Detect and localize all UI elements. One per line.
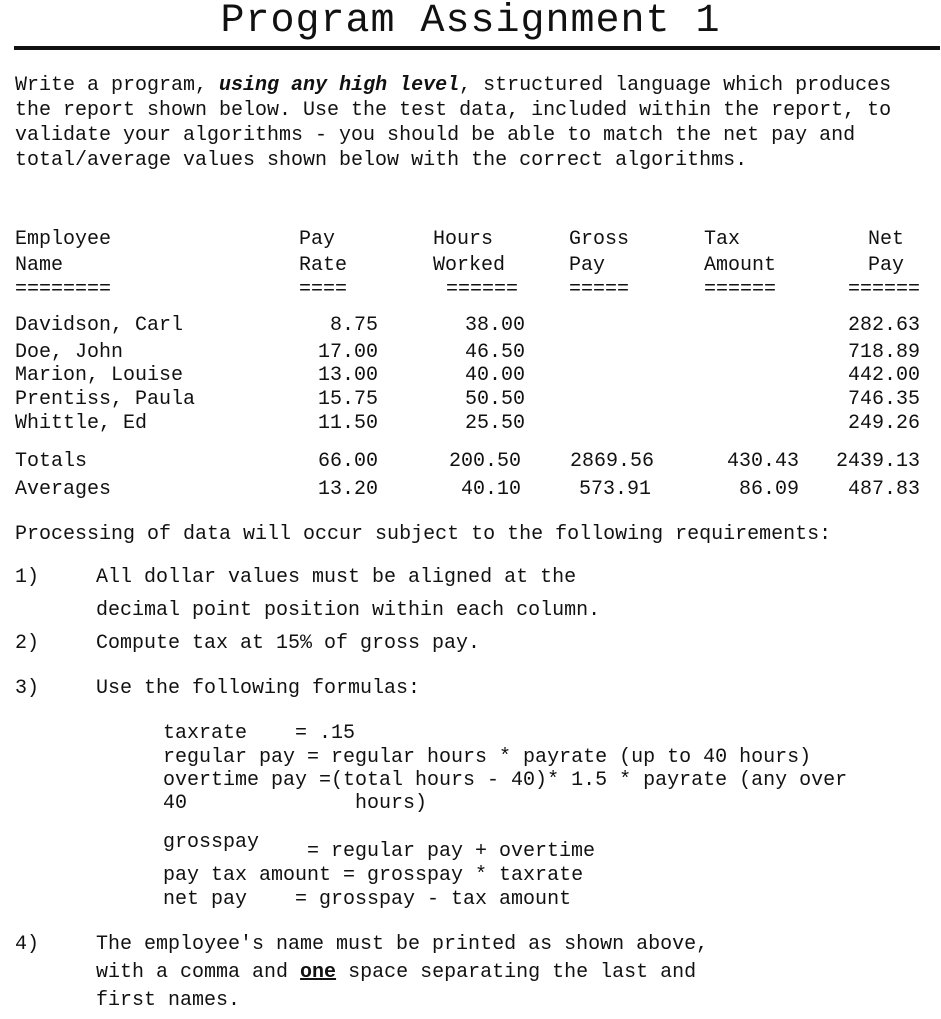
requirement-4-line2 [96, 960, 696, 986]
requirement-3-number: 3) [15, 677, 40, 700]
row-net: 718.89 [847, 341, 920, 364]
requirement-2-text: Compute tax at 15% of gross pay. [96, 632, 481, 655]
row-name: Davidson, Carl [15, 314, 184, 337]
totals-gross: 2869.56 [569, 450, 654, 473]
requirement-4-line2-start: with a comma and [96, 961, 301, 984]
row-hours: 25.50 [464, 412, 525, 435]
row-rate: 8.75 [329, 314, 378, 337]
header-net-underline: ====== [847, 278, 920, 301]
header-gross-line1: Gross [569, 228, 630, 251]
formula-grosspay-label: grosspay [163, 831, 260, 854]
header-hours-line1: Hours [433, 228, 494, 251]
requirement-2-number: 2) [15, 632, 40, 655]
totals-tax: 430.43 [726, 450, 799, 473]
header-gross-underline: ===== [569, 278, 630, 301]
formula-overtime-pay-cont: 40 hours) [163, 792, 428, 815]
row-name: Marion, Louise [15, 364, 184, 387]
page-title: Program Assignment 1 [220, 0, 721, 44]
totals-net: 2439.13 [835, 450, 920, 473]
header-tax-line1: Tax [704, 228, 741, 251]
formula-net-pay: net pay = grosspay - tax amount [163, 888, 572, 911]
requirement-3-text: Use the following formulas: [96, 677, 421, 700]
totals-rate: 66.00 [317, 450, 378, 473]
row-rate: 17.00 [317, 341, 378, 364]
header-hours-line2: Worked [433, 254, 506, 277]
requirement-4-line1: The employee's name must be printed as shown above, [96, 933, 709, 956]
formula-pay-tax-amount: pay tax amount = grosspay * taxrate [163, 864, 584, 887]
row-net: 282.63 [847, 314, 920, 337]
row-name: Doe, John [15, 341, 124, 364]
averages-rate: 13.20 [317, 478, 378, 501]
row-net: 442.00 [847, 364, 920, 387]
header-net-line1: Net [867, 228, 904, 251]
header-name-underline: ======== [15, 278, 112, 301]
averages-gross: 573.91 [578, 478, 651, 501]
requirement-4-number: 4) [15, 933, 40, 956]
totals-label: Totals [15, 450, 88, 473]
formula-overtime-pay: overtime pay =(total hours - 40)* 1.5 * payrate (any over [163, 769, 848, 792]
header-name-line2: Name [15, 254, 64, 277]
requirement-1-number: 1) [15, 566, 40, 589]
row-name: Prentiss, Paula [15, 388, 196, 411]
row-hours: 50.50 [464, 388, 525, 411]
header-tax-line2: Amount [704, 254, 777, 277]
header-tax-underline: ====== [704, 278, 777, 301]
row-rate: 13.00 [317, 364, 378, 387]
averages-label: Averages [15, 478, 112, 501]
header-name-line1: Employee [15, 228, 112, 251]
requirement-4-line3: first names. [96, 989, 241, 1012]
header-rate-line2: Rate [299, 254, 348, 277]
intro-text-end: , structured language which produces the report shown below. Use the test data, included within the report, to validate your algorithms - you should be able to match the net pay and total/average values shown below with the correct algorithms. [15, 74, 904, 172]
row-rate: 15.75 [317, 388, 378, 411]
row-hours: 46.50 [464, 341, 525, 364]
formula-regular-pay: regular pay = regular hours * payrate (up to 40 hours) [163, 746, 812, 769]
formula-taxrate: taxrate = .15 [163, 722, 356, 745]
header-hours-underline: ====== [446, 278, 519, 301]
row-net: 249.26 [847, 412, 920, 435]
row-hours: 40.00 [464, 364, 525, 387]
row-name: Whittle, Ed [15, 412, 148, 435]
totals-hours: 200.50 [448, 450, 521, 473]
requirement-4-underlined-word: one [300, 961, 337, 984]
averages-tax: 86.09 [738, 478, 799, 501]
row-hours: 38.00 [464, 314, 525, 337]
row-net: 746.35 [847, 388, 920, 411]
averages-net: 487.83 [847, 478, 920, 501]
requirements-intro: Processing of data will occur subject to the following requirements: [15, 523, 832, 546]
header-net-line2: Pay [867, 254, 904, 277]
formula-grosspay-value: = regular pay + overtime [307, 840, 596, 863]
intro-text-start: Write a program, [15, 74, 220, 97]
header-rate-line1: Pay [299, 228, 336, 251]
header-rate-underline: ==== [299, 278, 348, 301]
requirement-1-line2: decimal point position within each column. [96, 599, 601, 622]
row-rate: 11.50 [317, 412, 378, 435]
requirement-4-line2-end: space separating the last and [336, 961, 697, 984]
title-rule [14, 46, 940, 50]
requirement-1-line1: All dollar values must be aligned at the [96, 566, 577, 589]
intro-emphasis: using any high level [219, 74, 460, 97]
intro-paragraph [15, 73, 935, 173]
header-gross-line2: Pay [569, 254, 606, 277]
averages-hours: 40.10 [460, 478, 521, 501]
